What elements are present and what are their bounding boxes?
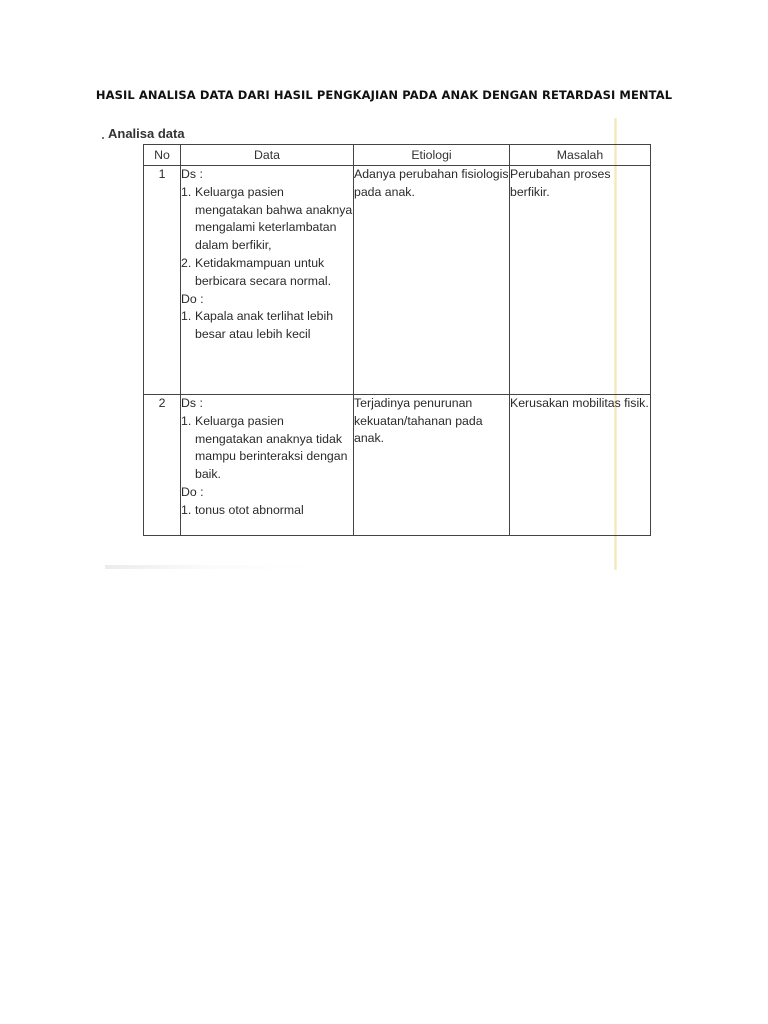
item-number: 1. (181, 184, 192, 199)
header-data: Data (181, 145, 354, 166)
table-row (144, 166, 651, 395)
item-number: 1. (181, 413, 192, 428)
document-title: HASIL ANALISA DATA DARI HASIL PENGKAJIAN PADA ANAK DENGAN RETARDASI MENTAL (95, 88, 673, 102)
header-etiologi: Etiologi (354, 145, 510, 166)
header-masalah: Masalah (510, 145, 651, 166)
analysis-table (143, 144, 651, 536)
do-label: Do : (181, 291, 204, 306)
header-no: No (144, 145, 181, 166)
item-number: 1. (181, 502, 192, 517)
item-text: Ketidakmampuan untuk berbicara secara normal. (195, 255, 332, 288)
etiologi-cell: Terjadinya penurunan kekuatan/tahanan pada anak. (354, 395, 510, 536)
ds-label: Ds : (181, 167, 203, 181)
data-cell (181, 395, 354, 536)
bullet-dot (102, 137, 104, 139)
item-text: Keluarga pasien mengatakan anaknya tidak mampu berinteraksi dengan baik. (195, 413, 348, 482)
list-item (181, 413, 353, 484)
list-item (181, 184, 353, 255)
list-item (181, 308, 353, 344)
table-row (144, 395, 651, 536)
section-label: Analisa data (108, 126, 185, 141)
data-cell (181, 166, 354, 395)
scan-smudge (105, 565, 315, 569)
masalah-cell: Kerusakan mobilitas fisik. (510, 395, 651, 536)
row-number: 2 (144, 395, 181, 536)
item-number: 2. (181, 255, 192, 270)
ds-label: Ds : (181, 396, 203, 410)
do-label: Do : (181, 484, 204, 499)
item-number: 1. (181, 309, 192, 324)
etiologi-cell: Adanya perubahan fisiologis pada anak. (354, 166, 510, 395)
masalah-cell: Perubahan proses berfikir. (510, 166, 651, 395)
list-item (181, 502, 353, 520)
table-header-row (144, 145, 651, 166)
item-text: tonus otot abnormal (195, 502, 304, 517)
list-item (181, 255, 353, 291)
item-text: Keluarga pasien mengatakan bahwa anaknya mengalami keterlambatan dalam berfikir, (195, 184, 353, 253)
item-text: Kapala anak terlihat lebih besar atau lebih kecil (195, 309, 334, 342)
row-number: 1 (144, 166, 181, 395)
